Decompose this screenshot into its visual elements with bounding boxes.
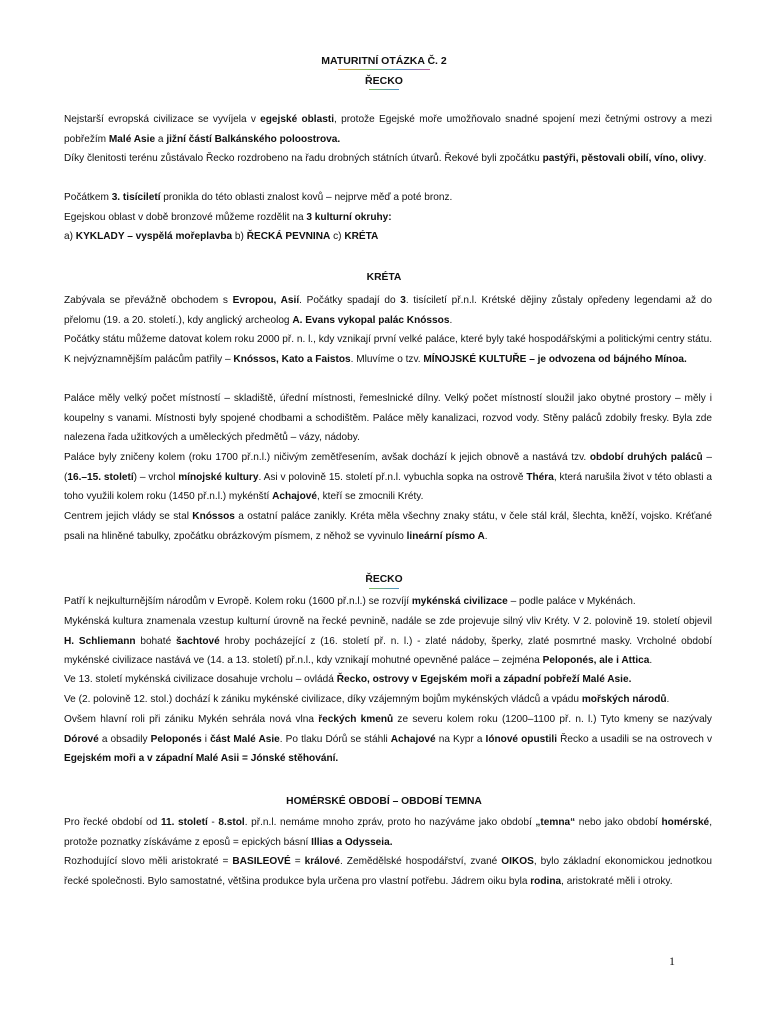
document-title: MATURITNÍ OTÁZKA Č. 2 (321, 55, 447, 67)
text-run: . (666, 694, 670, 705)
bold-text: Knóssos, Kato a Faistos (233, 353, 351, 365)
text-run: . Po tlaku Dórů se stáhli (279, 733, 391, 745)
bold-text: Peloponés (150, 733, 202, 745)
bold-text: králové (304, 856, 340, 867)
page-number: 1 (669, 954, 675, 968)
bold-text: Řecko, ostrovy v Egejském moři a západní pobřeží Malé Asie. (336, 674, 632, 685)
text-run: . (449, 314, 453, 326)
bold-text: 3 kulturní okruhy: (306, 212, 392, 223)
bold-text: rodina (530, 875, 562, 887)
bold-text: 3. tisíciletí (111, 192, 161, 203)
text-run: Egejskou oblast v době bronzové můžeme rozdělit na (64, 212, 307, 223)
text-run: bohaté (135, 635, 176, 647)
text-run: Rozhodující slovo měli aristokraté = (64, 856, 233, 867)
bold-text: Evropou, Asií (232, 295, 300, 306)
text-run: Ovšem hlavní roli při zániku Mykén sehrála nová vlna (64, 714, 319, 725)
kreta-paragraph-1 (64, 291, 712, 330)
bold-text: Illias a Odysseia. (311, 836, 393, 848)
text-run: Centrem jejich vlády se stal (64, 511, 193, 522)
bold-text: jižní částí Balkánského poloostrova. (166, 133, 341, 145)
bold-text: pastýři, pěstovali obilí, víno, olivy (542, 153, 704, 164)
text-run: a) (64, 231, 76, 242)
bold-text: 3 (400, 295, 406, 306)
bold-text: Achajové (272, 491, 318, 502)
intro-paragraph-2 (64, 149, 712, 169)
bold-text: KRÉTA (344, 231, 379, 242)
text-run: Ve 13. století mykénská civilizace dosahuje vrcholu – ovládá (64, 674, 337, 685)
text-run: Paláce byly zničeny kolem (roku 1700 př.n.l.) ničivým zemětřesením, avšak dochází k jejich obnově a nastává tzv. (64, 452, 590, 463)
bold-text: „temna“ (535, 817, 576, 828)
text-run: Díky členitosti terénu zůstávalo Řecko rozdrobeno na řadu drobných státních útvarů. Řekové byli zpočátku (64, 153, 543, 164)
bold-text: lineární písmo A (406, 530, 485, 542)
text-run: . Mluvíme o tzv. (350, 353, 424, 365)
bold-text: KYKLADY – vyspělá mořeplavba (75, 231, 233, 242)
bold-text: mínojské kultury (178, 471, 259, 483)
text-run: , kteří se zmocnili Kréty. (317, 491, 424, 502)
text-run: = (290, 856, 305, 867)
text-run: a ostatní paláce zanikly. Kréta měla všechny znaky státu, v čele stál král, šlechta, kněží, vojsko. Kréťané psali na hliněné tabulky, zpočátku obrázkovým písmem, z něhož se vyvinulo (64, 511, 712, 542)
kreta-paragraph-3 (64, 389, 712, 448)
bold-text: 11. století (160, 817, 208, 828)
kreta-paragraph-4 (64, 448, 712, 507)
intro-paragraph-3 (64, 188, 712, 208)
text-run: c) (330, 231, 345, 242)
text-run: - (207, 817, 219, 828)
bold-text: Dórové (64, 733, 99, 745)
text-run: . (484, 530, 488, 542)
recko-paragraph-4 (64, 690, 712, 710)
text-run: Paláce měly velký počet místností – skladiště, úřední místnosti, řemeslnické dílny. Velký počet místností sloužil jako obytné prostory – měly i koupelny s vanami. Místnosti byly spojené chodbami a schodištěm. Paláce měly kanalizaci, rozvod vody. Stěny paláců zdobily fresky. Byla zde nalezena řada užitkových a uměleckých předmětů – vázy, nádoby. (64, 393, 712, 443)
bold-text: Achajové (390, 733, 436, 745)
bold-text: BASILEOVÉ (232, 856, 291, 867)
text-run: , aristokraté měli i otroky. (561, 875, 673, 887)
text-run: . (649, 655, 653, 666)
text-run: , protože poznatky získáváme z eposů = epických básní (64, 817, 712, 848)
text-run: Mykénská kultura znamenala vzestup kulturní úrovně na řecké pevnině, nadále se zde projevuje silný vliv Kréty. V 2. polovině 19. století objevil (64, 616, 712, 627)
text-run: ze severu kolem roku (1200–1100 př. n. l.) Tyto kmeny se nazývaly (393, 714, 712, 725)
bold-text: Peloponés, ale i Attica (542, 655, 650, 666)
text-run: . tisíciletí př.n.l. Krétské dějiny zůstaly opředeny legendami až do přelomu (19. a 20. století.), kdy anglický archeolog (64, 295, 712, 326)
text-run: , protože Egejské moře umožňovalo snadné spojení mezi četnými ostrovy a mezi pobřežím (64, 114, 712, 145)
document-subtitle: ŘECKO (365, 75, 403, 87)
bold-text: Malé Asie (108, 133, 156, 145)
bold-text: mykénská civilizace (411, 596, 508, 607)
intro-paragraph-4 (64, 208, 712, 228)
section-rule (369, 588, 399, 589)
kreta-paragraph-2 (64, 330, 712, 369)
text-run: ) – vrchol (133, 471, 179, 483)
bold-text: mořských národů (581, 694, 667, 705)
text-run: , bylo základní ekonomickou jednotkou řecké společnosti. Bylo samostatné, většina produkce byla určena pro vlastní potřebu. Jádrem oiku byla (64, 856, 712, 887)
homerske-paragraph-2 (64, 852, 712, 891)
text-run: Patří k nejkulturnějším národům v Evropě. Kolem roku (1600 př.n.l.) se rozvíjí (64, 596, 412, 607)
text-run: pronikla do této oblasti znalost kovů – nejprve měď a poté bronz. (160, 192, 453, 203)
text-run: . (703, 153, 707, 164)
text-run: , která narušila život v této oblasti a toho využili kolem roku (1450 př.n.l.) mykénští (64, 471, 712, 502)
bold-text: 8.stol (218, 817, 245, 828)
text-run: hroby pocházející z (16. století př. n. l.) - zlaté nádoby, šperky, zlaté posmrtné masky. Vrcholné období mykénské civilizace nastává ve (14. a 13. století) př.n.l., kdy vznikají mohutné opevněné paláce – zejména (64, 635, 713, 666)
bold-text: řeckých kmenů (318, 714, 394, 725)
bold-text: 16.–15. století (67, 471, 134, 483)
bold-text: Théra (526, 471, 554, 483)
recko-paragraph-5 (64, 710, 712, 769)
text-run: Počátky státu můžeme datovat kolem roku 2000 př. n. l., kdy vznikají první velké paláce, které byly také hospodářskými a politickými centry státu. K nejvýznamnějším palácům patřily – (64, 334, 712, 365)
text-run: Řecko a usadili se na ostrovech v (557, 733, 712, 745)
text-run: Počátkem (64, 192, 112, 203)
recko-paragraph-2 (64, 612, 712, 671)
text-run: – podle paláce v Mykénách. (507, 596, 636, 607)
bold-text: H. Schliemann (64, 635, 136, 647)
text-run: na Kypr a (435, 733, 486, 745)
bold-text: egejské oblasti (260, 114, 334, 125)
recko-paragraph-3 (64, 670, 712, 690)
intro-paragraph-5 (64, 227, 712, 247)
text-run: nebo jako období (575, 817, 662, 828)
text-run: . Počátky spadají do (299, 295, 401, 306)
bold-text: homérské (661, 817, 710, 828)
text-run: Pro řecké období od (64, 817, 161, 828)
section-heading-homerske: HOMÉRSKÉ OBDOBÍ – OBDOBÍ TEMNA (286, 796, 482, 807)
text-run: . př.n.l. nemáme mnoho zpráv, proto ho nazýváme jako období (244, 817, 536, 828)
section-heading-recko: ŘECKO (365, 574, 403, 585)
bold-text: OIKOS (501, 856, 534, 867)
bold-text: ŘECKÁ PEVNINA (246, 231, 331, 242)
text-run: i (201, 733, 211, 745)
bold-text: Iónové opustili (485, 733, 557, 745)
bold-text: Knóssos (192, 511, 235, 522)
text-run: a obsadily (98, 733, 151, 745)
text-run: . Zemědělské hospodářství, zvané (339, 856, 502, 867)
bold-text: šachtové (176, 635, 220, 647)
text-run: – ( (64, 452, 713, 483)
bold-text: A. Evans vykopal palác Knóssos (292, 314, 450, 326)
text-run: Zabývala se převážně obchodem s (64, 295, 233, 306)
kreta-paragraph-5 (64, 507, 712, 546)
bold-text: období druhých paláců (589, 452, 703, 463)
text-run: b) (232, 231, 247, 242)
text-run: . Asi v polovině 15. století př.n.l. vybuchla sopka na ostrově (258, 471, 527, 483)
text-run: a (155, 133, 167, 145)
section-heading-kreta: KRÉTA (366, 272, 402, 283)
recko-paragraph-1 (64, 592, 712, 612)
bold-text: Egejském moři a v západní Malé Asii = Jónské stěhování. (64, 753, 339, 764)
bold-text: MÍNOJSKÉ KULTUŘE – je odvozena od bájného Mínoa. (423, 353, 687, 365)
title-rule (338, 69, 430, 70)
subtitle-rule (369, 89, 399, 90)
text-run: Nejstarší evropská civilizace se vyvíjela v (64, 114, 261, 125)
homerske-paragraph-1 (64, 813, 712, 852)
text-run: Ve (2. polovině 12. stol.) dochází k zániku mykénské civilizace, díky vzájemným bojům mykénských vládců a vpádu (64, 694, 582, 705)
intro-paragraph-1 (64, 110, 712, 149)
bold-text: část Malé Asie (210, 733, 280, 745)
